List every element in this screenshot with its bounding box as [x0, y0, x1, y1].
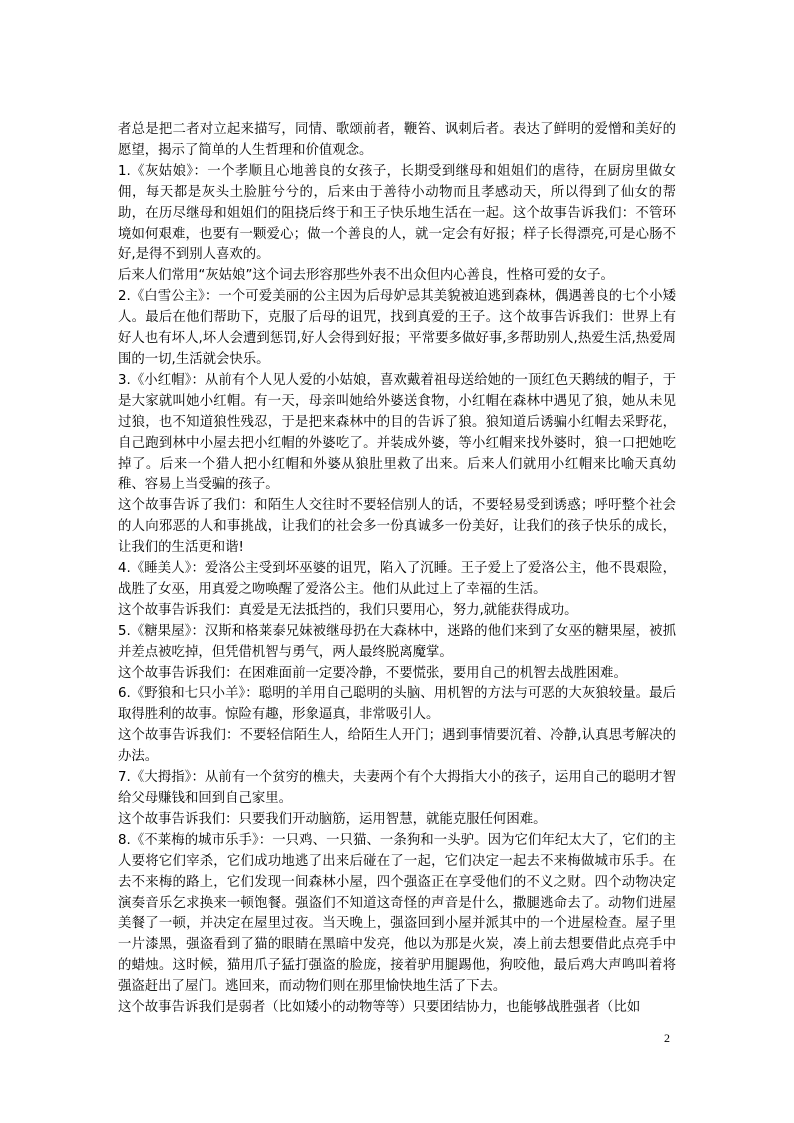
paragraph-red-riding-hood-moral: 这个故事告诉了我们：和陌生人交往时不要轻信别人的话，不要轻易受到诱惑；呼吁整个社会的人向邪恶的人和事挑战，让我们的社会多一份真诚多一份美好，让我们的孩子快乐的成长，让我们的生活更和谐! [118, 498, 676, 556]
paragraph-cinderella-usage: 后来人们常用“灰姑娘”这个词去形容那些外表不出众但内心善良，性格可爱的女子。 [118, 268, 614, 284]
paragraph-bremen-musicians: 8.《不莱梅的城市乐手》：一只鸡、一只猫、一条狗和一头驴。因为它们年纪太大了，它们的主人要将它们宰杀，它们成功地逃了出来后碰在了一起，它们决定一起去不来梅做城市乐手。在去不来梅的路上，它们发现一间森林小屋，四个强盗正在享受他们的不义之财。四个动物决定演奏音乐乞求换来一顿饱餐。强盗们不知道这奇怪的声音是什么，撒腿逃命去了。动物们进屋美餐了一顿，并决定在屋里过夜。当天晚上，强盗回到小屋并派其中的一个进屋检查。屋子里一片漆黑，强盗看到了猫的眼睛在黑暗中发亮，他以为那是火炭，凑上前去想要借此点亮手中的蜡烛。这时候，猫用爪子猛打强盗的脸庞，接着驴用腿踢他，狗咬他，最后鸡大声鸣叫着将强盗赶出了屋门。逃回来，而动物们则在那里愉快地生活了下去。 [118, 832, 676, 995]
paragraph-intro-continuation: 者总是把二者对立起来描写，同情、歌颂前者，鞭笞、讽刺后者。表达了鲜明的爱憎和美好的愿望，揭示了简单的人生哲理和价值观念。 [118, 122, 676, 158]
paragraph-candy-house-moral: 这个故事告诉我们：在困难面前一定要冷静，不要慌张，要用自己的机智去战胜困难。 [118, 665, 627, 681]
paragraph-tom-thumb-moral: 这个故事告诉我们：只要我们开动脑筋，运用智慧，就能克服任何困难。 [118, 811, 547, 827]
paragraph-sleeping-beauty: 4.《睡美人》：爱洛公主受到坏巫婆的诅咒，陷入了沉睡。王子爱上了爱洛公主，他不畏艰险，战胜了女巫，用真爱之吻唤醒了爱洛公主。他们从此过上了幸福的生活。 [118, 561, 676, 597]
paragraph-snow-white: 2.《白雪公主》：一个可爱美丽的公主因为后母妒忌其美貌被迫逃到森林，偶遇善良的七个小矮人。最后在他们帮助下，克服了后母的诅咒，找到真爱的王子。这个故事告诉我们：世界上有好人也有坏人,坏人会遭到惩罚,好人会得到好报；平常要多做好事,多帮助别人,热爱生活,热爱周围的一切,生活就会快乐。 [118, 289, 676, 367]
paragraph-candy-house: 5.《糖果屋》：汉斯和格莱泰兄妹被继母扔在大森林中，迷路的他们来到了女巫的糖果屋，被抓并差点被吃掉，但凭借机智与勇气，两人最终脱离魔掌。 [118, 623, 676, 660]
paragraph-wolf-and-seven-goats-moral: 这个故事告诉我们：不要轻信陌生人，给陌生人开门；遇到事情要沉着、冷静,认真思考解决的办法。 [118, 728, 676, 765]
paragraph-red-riding-hood: 3.《小红帽》：从前有个人见人爱的小姑娘，喜欢戴着祖母送给她的一顶红色天鹅绒的帽子，于是大家就叫她小红帽。有一天，母亲叫她给外婆送食物，小红帽在森林中遇见了狼，她从未见过狼，也不知道狼性残忍，于是把来森林中的目的告诉了狼。狼知道后诱骗小红帽去采野花，自己跑到林中小屋去把小红帽的外婆吃了。并装成外婆，等小红帽来找外婆时，狼一口把她吃掉了。后来一个猎人把小红帽和外婆从狼肚里救了出来。后来人们就用小红帽来比喻天真幼稚、容易上当受骗的孩子。 [118, 372, 676, 493]
paragraph-sleeping-beauty-moral: 这个故事告诉我们：真爱是无法抵挡的，我们只要用心，努力,就能获得成功。 [118, 602, 578, 618]
document-body [118, 120, 676, 1019]
page-number: 2 [664, 1031, 670, 1045]
paragraph-cinderella: 1.《灰姑娘》：一个孝顺且心地善良的女孩子，长期受到继母和姐姐们的虐待，在厨房里做女佣，每天都是灰头土脸脏兮兮的，后来由于善待小动物而且孝感动天，所以得到了仙女的帮助，在历尽继母和姐姐们的阻挠后终于和王子快乐地生活在一起。这个故事告诉我们：不管环境如何艰难，也要有一颗爱心；做一个善良的人，就一定会有好报；样子长得漂亮,可是心肠不好,是得不到别人喜欢的。 [118, 163, 676, 263]
paragraph-wolf-and-seven-goats: 6.《野狼和七只小羊》：聪明的羊用自己聪明的头脑、用机智的方法与可恶的大灰狼较量。最后取得胜利的故事。惊险有趣，形象逼真，非常吸引人。 [118, 686, 676, 723]
paragraph-bremen-musicians-moral: 这个故事告诉我们是弱者（比如矮小的动物等等）只要团结协力，也能够战胜强者（比如 [118, 1000, 641, 1016]
paragraph-tom-thumb: 7.《大拇指》：从前有一个贫穷的樵夫，夫妻两个有个大拇指大小的孩子，运用自己的聪明才智给父母赚钱和回到自己家里。 [118, 770, 676, 806]
